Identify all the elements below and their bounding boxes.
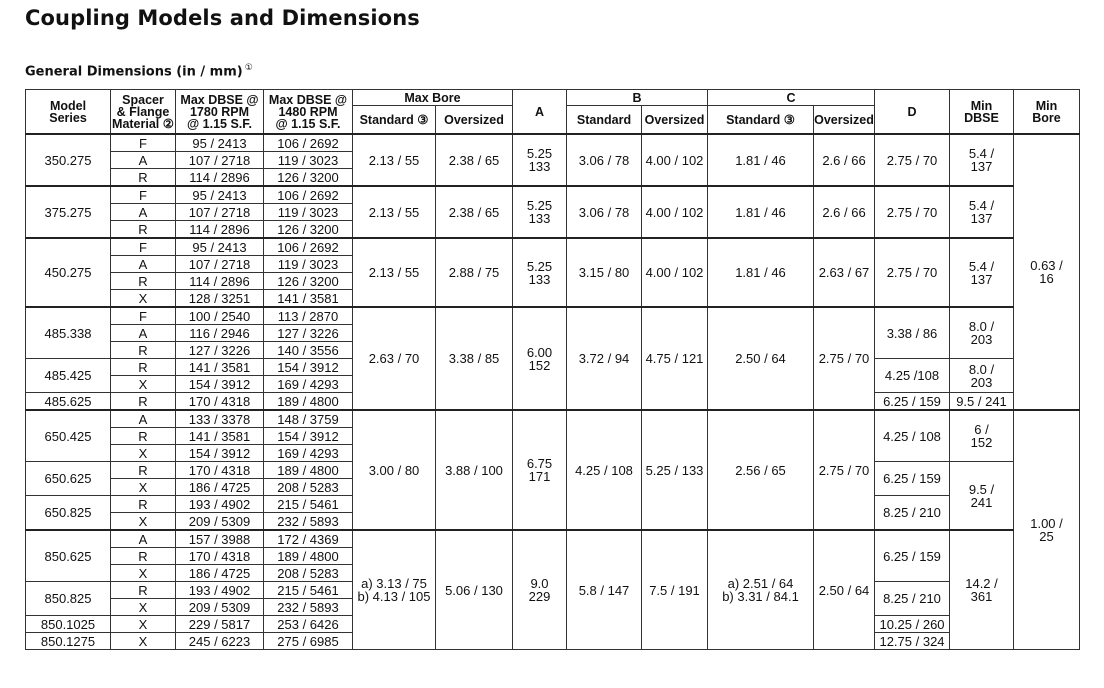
table-row [26, 134, 1080, 152]
model-cell: 850.1025 [26, 616, 111, 633]
d-cell: 6.25 / 159 [875, 530, 950, 582]
material-cell: X [111, 633, 176, 650]
dbse1480-cell: 275 / 6985 [264, 633, 353, 650]
header-bore-oversized: Oversized [436, 106, 513, 135]
subtitle-text: General Dimensions (in / mm) [25, 64, 243, 80]
material-cell: F [111, 134, 176, 152]
dbse1480-cell: 106 / 2692 [264, 186, 353, 204]
table-row [26, 186, 1080, 204]
model-cell: 850.1275 [26, 633, 111, 650]
dbse1480-cell: 172 / 4369 [264, 530, 353, 548]
dbse1780-cell: 193 / 4902 [176, 582, 264, 599]
dbse1780-cell: 193 / 4902 [176, 496, 264, 513]
dbse1480-cell: 126 / 3200 [264, 273, 353, 290]
model-cell: 450.275 [26, 238, 111, 307]
model-cell: 650.825 [26, 496, 111, 531]
material-cell: A [111, 530, 176, 548]
dbse1780-cell: 107 / 2718 [176, 204, 264, 221]
material-cell: A [111, 410, 176, 428]
dbse1480-cell: 189 / 4800 [264, 548, 353, 565]
c-standard-cell: 1.81 / 46 [708, 134, 814, 186]
material-cell: R [111, 169, 176, 187]
dbse1780-cell: 107 / 2718 [176, 256, 264, 273]
material-cell: R [111, 342, 176, 359]
b-standard-cell: 3.15 / 80 [567, 238, 642, 307]
material-cell: F [111, 307, 176, 325]
min-dbse-cell: 9.5 / 241 [950, 393, 1014, 411]
min-dbse-cell: 5.4 / 137 [950, 186, 1014, 238]
dbse1480-cell: 189 / 4800 [264, 393, 353, 411]
a-cell: 5.25 133 [513, 134, 567, 186]
model-cell: 485.338 [26, 307, 111, 359]
b-standard-cell: 3.06 / 78 [567, 134, 642, 186]
dbse1480-cell: 119 / 3023 [264, 152, 353, 169]
dbse1780-cell: 209 / 5309 [176, 599, 264, 616]
dbse1480-cell: 119 / 3023 [264, 256, 353, 273]
header-d: D [875, 90, 950, 135]
a-cell: 6.00 152 [513, 307, 567, 410]
c-oversized-cell: 2.6 / 66 [814, 186, 875, 238]
material-cell: X [111, 376, 176, 393]
dbse1780-cell: 95 / 2413 [176, 186, 264, 204]
c-standard-cell: 1.81 / 46 [708, 238, 814, 307]
d-cell: 8.25 / 210 [875, 496, 950, 531]
material-cell: A [111, 325, 176, 342]
material-cell: X [111, 479, 176, 496]
dbse1480-cell: 148 / 3759 [264, 410, 353, 428]
dbse1480-cell: 154 / 3912 [264, 428, 353, 445]
header-model-series: Model Series [26, 90, 111, 135]
material-cell: X [111, 599, 176, 616]
table-subtitle [25, 63, 253, 79]
c-oversized-cell: 2.75 / 70 [814, 410, 875, 530]
header-max-dbse-1480: Max DBSE @ 1480 RPM @ 1.15 S.F. [264, 90, 353, 135]
a-cell: 6.75 171 [513, 410, 567, 530]
dbse1780-cell: 245 / 6223 [176, 633, 264, 650]
dbse1480-cell: 253 / 6426 [264, 616, 353, 633]
bore-oversized-cell: 2.38 / 65 [436, 186, 513, 238]
dbse1780-cell: 141 / 3581 [176, 428, 264, 445]
header-max-dbse-1780: Max DBSE @ 1780 RPM @ 1.15 S.F. [176, 90, 264, 135]
dbse1780-cell: 170 / 4318 [176, 462, 264, 479]
b-standard-cell: 5.8 / 147 [567, 530, 642, 650]
page-title: Coupling Models and Dimensions [25, 6, 420, 30]
dbse1480-cell: 208 / 5283 [264, 479, 353, 496]
dbse1780-cell: 154 / 3912 [176, 376, 264, 393]
model-cell: 850.825 [26, 582, 111, 616]
header-b: B [567, 90, 708, 106]
material-cell: R [111, 548, 176, 565]
c-oversized-cell: 2.75 / 70 [814, 307, 875, 410]
header-max-bore: Max Bore [353, 90, 513, 106]
bore-standard-cell: 3.00 / 80 [353, 410, 436, 530]
d-cell: 6.25 / 159 [875, 393, 950, 411]
material-cell: R [111, 462, 176, 479]
material-cell: X [111, 616, 176, 633]
b-oversized-cell: 4.00 / 102 [642, 186, 708, 238]
dbse1480-cell: 141 / 3581 [264, 290, 353, 308]
bore-standard-cell: 2.13 / 55 [353, 238, 436, 307]
coupling-dimensions-table [25, 89, 1080, 650]
header-c: C [708, 90, 875, 106]
dbse1780-cell: 157 / 3988 [176, 530, 264, 548]
c-standard-cell: a) 2.51 / 64 b) 3.31 / 84.1 [708, 530, 814, 650]
dbse1480-cell: 215 / 5461 [264, 582, 353, 599]
dbse1480-cell: 208 / 5283 [264, 565, 353, 582]
d-cell: 6.25 / 159 [875, 462, 950, 496]
a-cell: 5.25 133 [513, 238, 567, 307]
dbse1480-cell: 169 / 4293 [264, 376, 353, 393]
table-row [26, 238, 1080, 256]
model-cell: 485.625 [26, 393, 111, 411]
a-cell: 9.0 229 [513, 530, 567, 650]
dbse1780-cell: 186 / 4725 [176, 479, 264, 496]
table-row [26, 410, 1080, 428]
b-oversized-cell: 4.75 / 121 [642, 307, 708, 410]
a-cell: 5.25 133 [513, 186, 567, 238]
model-cell: 650.425 [26, 410, 111, 462]
dbse1780-cell: 170 / 4318 [176, 548, 264, 565]
min-dbse-cell: 6 / 152 [950, 410, 1014, 462]
material-cell: X [111, 565, 176, 582]
min-bore-cell: 1.00 / 25 [1014, 410, 1080, 650]
material-cell: R [111, 393, 176, 411]
bore-standard-cell: 2.13 / 55 [353, 134, 436, 186]
dbse1780-cell: 209 / 5309 [176, 513, 264, 531]
dbse1780-cell: 170 / 4318 [176, 393, 264, 411]
dbse1480-cell: 106 / 2692 [264, 238, 353, 256]
material-cell: A [111, 152, 176, 169]
min-bore-cell: 0.63 / 16 [1014, 134, 1080, 410]
dbse1480-cell: 126 / 3200 [264, 221, 353, 239]
material-cell: R [111, 496, 176, 513]
dbse1480-cell: 119 / 3023 [264, 204, 353, 221]
dbse1780-cell: 95 / 2413 [176, 238, 264, 256]
bore-oversized-cell: 5.06 / 130 [436, 530, 513, 650]
header-b-oversized: Oversized [642, 106, 708, 135]
bore-oversized-cell: 3.88 / 100 [436, 410, 513, 530]
b-standard-cell: 3.72 / 94 [567, 307, 642, 410]
dbse1780-cell: 186 / 4725 [176, 565, 264, 582]
table-row [26, 530, 1080, 548]
header-spacer-material: Spacer & Flange Material ② [111, 90, 176, 135]
dbse1780-cell: 114 / 2896 [176, 169, 264, 187]
dbse1780-cell: 114 / 2896 [176, 221, 264, 239]
dbse1480-cell: 189 / 4800 [264, 462, 353, 479]
min-dbse-cell: 9.5 / 241 [950, 462, 1014, 531]
material-cell: X [111, 445, 176, 462]
bore-oversized-cell: 2.88 / 75 [436, 238, 513, 307]
bore-standard-cell: 2.63 / 70 [353, 307, 436, 410]
b-standard-cell: 3.06 / 78 [567, 186, 642, 238]
bore-standard-cell: a) 3.13 / 75 b) 4.13 / 105 [353, 530, 436, 650]
dbse1780-cell: 154 / 3912 [176, 445, 264, 462]
b-standard-cell: 4.25 / 108 [567, 410, 642, 530]
header-a: A [513, 90, 567, 135]
header-c-standard: Standard ③ [708, 106, 814, 135]
b-oversized-cell: 4.00 / 102 [642, 238, 708, 307]
dbse1780-cell: 133 / 3378 [176, 410, 264, 428]
d-cell: 12.75 / 324 [875, 633, 950, 650]
material-cell: F [111, 186, 176, 204]
d-cell: 10.25 / 260 [875, 616, 950, 633]
c-standard-cell: 2.50 / 64 [708, 307, 814, 410]
header-bore-standard: Standard ③ [353, 106, 436, 135]
material-cell: R [111, 428, 176, 445]
material-cell: X [111, 290, 176, 308]
dbse1780-cell: 116 / 2946 [176, 325, 264, 342]
model-cell: 485.425 [26, 359, 111, 393]
dbse1480-cell: 232 / 5893 [264, 513, 353, 531]
dbse1480-cell: 127 / 3226 [264, 325, 353, 342]
dbse1480-cell: 106 / 2692 [264, 134, 353, 152]
header-b-standard: Standard [567, 106, 642, 135]
dbse1480-cell: 215 / 5461 [264, 496, 353, 513]
d-cell: 8.25 / 210 [875, 582, 950, 616]
dbse1780-cell: 127 / 3226 [176, 342, 264, 359]
dbse1780-cell: 95 / 2413 [176, 134, 264, 152]
dbse1480-cell: 169 / 4293 [264, 445, 353, 462]
bore-standard-cell: 2.13 / 55 [353, 186, 436, 238]
d-cell: 2.75 / 70 [875, 238, 950, 307]
min-dbse-cell: 8.0 / 203 [950, 307, 1014, 359]
material-cell: R [111, 582, 176, 599]
dbse1480-cell: 113 / 2870 [264, 307, 353, 325]
model-cell: 375.275 [26, 186, 111, 238]
material-cell: R [111, 221, 176, 239]
dbse1780-cell: 107 / 2718 [176, 152, 264, 169]
d-cell: 2.75 / 70 [875, 134, 950, 186]
bore-oversized-cell: 2.38 / 65 [436, 134, 513, 186]
model-cell: 650.625 [26, 462, 111, 496]
dbse1780-cell: 229 / 5817 [176, 616, 264, 633]
dbse1480-cell: 232 / 5893 [264, 599, 353, 616]
material-cell: X [111, 513, 176, 531]
min-dbse-cell: 5.4 / 137 [950, 238, 1014, 307]
material-cell: A [111, 256, 176, 273]
dbse1480-cell: 140 / 3556 [264, 342, 353, 359]
header-c-oversized: Oversized [814, 106, 875, 135]
dbse1780-cell: 100 / 2540 [176, 307, 264, 325]
c-standard-cell: 2.56 / 65 [708, 410, 814, 530]
header-min-dbse: Min DBSE [950, 90, 1014, 135]
material-cell: F [111, 238, 176, 256]
dbse1480-cell: 126 / 3200 [264, 169, 353, 187]
header-min-bore: Min Bore [1014, 90, 1080, 135]
d-cell: 4.25 /108 [875, 359, 950, 393]
min-dbse-cell: 5.4 / 137 [950, 134, 1014, 186]
material-cell: A [111, 204, 176, 221]
dbse1480-cell: 154 / 3912 [264, 359, 353, 376]
model-cell: 850.625 [26, 530, 111, 582]
model-cell: 350.275 [26, 134, 111, 186]
d-cell: 4.25 / 108 [875, 410, 950, 462]
d-cell: 3.38 / 86 [875, 307, 950, 359]
dbse1780-cell: 128 / 3251 [176, 290, 264, 308]
min-dbse-cell: 14.2 / 361 [950, 530, 1014, 650]
d-cell: 2.75 / 70 [875, 186, 950, 238]
min-dbse-cell: 8.0 / 203 [950, 359, 1014, 393]
c-oversized-cell: 2.50 / 64 [814, 530, 875, 650]
footnote-1-marker: ① [244, 63, 253, 73]
material-cell: R [111, 273, 176, 290]
dbse1780-cell: 141 / 3581 [176, 359, 264, 376]
b-oversized-cell: 5.25 / 133 [642, 410, 708, 530]
c-standard-cell: 1.81 / 46 [708, 186, 814, 238]
c-oversized-cell: 2.63 / 67 [814, 238, 875, 307]
table-row [26, 307, 1080, 325]
material-cell: R [111, 359, 176, 376]
b-oversized-cell: 7.5 / 191 [642, 530, 708, 650]
dbse1780-cell: 114 / 2896 [176, 273, 264, 290]
bore-oversized-cell: 3.38 / 85 [436, 307, 513, 410]
c-oversized-cell: 2.6 / 66 [814, 134, 875, 186]
b-oversized-cell: 4.00 / 102 [642, 134, 708, 186]
